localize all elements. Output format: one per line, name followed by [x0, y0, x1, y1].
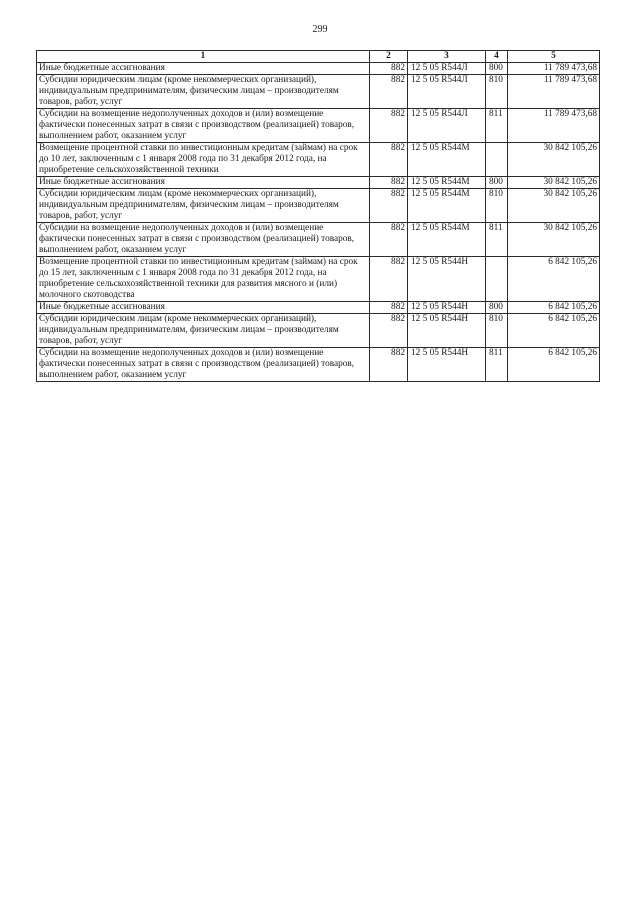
budget-table-body: [37, 51, 600, 382]
table-row: [37, 63, 600, 75]
table-row: [37, 314, 600, 348]
budget-table: [36, 50, 600, 382]
header-cell-3: 3: [408, 51, 486, 63]
cell-target-article: 12 5 05 R544H: [408, 348, 486, 382]
cell-admin-code: 882: [370, 314, 408, 348]
cell-target-article: 12 5 05 R544M: [408, 189, 486, 223]
table-row: [37, 109, 600, 143]
cell-target-article: 12 5 05 R544M: [408, 223, 486, 257]
cell-amount: 30 842 105,26: [508, 177, 600, 189]
cell-name: Возмещение процентной ставки по инвестиционным кредитам (займам) на срок до 10 лет, заключенным с 1 января 2008 года по 31 декабря 2012 года, на приобретение сельскохозяйственной техники: [37, 143, 370, 177]
cell-expense-type: 800: [486, 63, 508, 75]
table-row: [37, 223, 600, 257]
cell-amount: 11 789 473,68: [508, 75, 600, 109]
header-cell-4: 4: [486, 51, 508, 63]
cell-amount: 30 842 105,26: [508, 223, 600, 257]
cell-expense-type: 810: [486, 75, 508, 109]
cell-expense-type: 800: [486, 302, 508, 314]
table-row: [37, 143, 600, 177]
table-row: [37, 189, 600, 223]
cell-expense-type: 810: [486, 189, 508, 223]
header-cell-1: 1: [37, 51, 370, 63]
cell-name: Возмещение процентной ставки по инвестиционным кредитам (займам) на срок до 15 лет, заключенным с 1 января 2008 года по 31 декабря 2012 года, на приобретение сельскохозяйственной техники для развития мясного и (или) молочного скотоводства: [37, 257, 370, 302]
cell-target-article: 12 5 05 R544Л: [408, 75, 486, 109]
cell-name: Иные бюджетные ассигнования: [37, 177, 370, 189]
cell-expense-type: [486, 143, 508, 177]
cell-target-article: 12 5 05 R544M: [408, 177, 486, 189]
cell-amount: 6 842 105,26: [508, 348, 600, 382]
cell-admin-code: 882: [370, 63, 408, 75]
table-row: [37, 348, 600, 382]
cell-amount: 30 842 105,26: [508, 143, 600, 177]
cell-target-article: 12 5 05 R544Л: [408, 63, 486, 75]
cell-admin-code: 882: [370, 177, 408, 189]
header-cell-5: 5: [508, 51, 600, 63]
cell-expense-type: 810: [486, 314, 508, 348]
cell-amount: 6 842 105,26: [508, 257, 600, 302]
cell-admin-code: 882: [370, 143, 408, 177]
cell-expense-type: 800: [486, 177, 508, 189]
cell-name: Субсидии на возмещение недополученных доходов и (или) возмещение фактически понесенных затрат в связи с производством (реализацией) товаров, выполнением работ, оказанием услуг: [37, 348, 370, 382]
cell-expense-type: 811: [486, 223, 508, 257]
cell-admin-code: 882: [370, 189, 408, 223]
cell-admin-code: 882: [370, 109, 408, 143]
cell-name: Субсидии юридическим лицам (кроме некоммерческих организаций), индивидуальным предпринимателям, физическим лицам – производителям товаров, работ, услуг: [37, 314, 370, 348]
cell-name: Иные бюджетные ассигнования: [37, 63, 370, 75]
cell-target-article: 12 5 05 R544H: [408, 257, 486, 302]
table-row: [37, 75, 600, 109]
cell-amount: 11 789 473,68: [508, 63, 600, 75]
cell-name: Субсидии юридическим лицам (кроме некоммерческих организаций), индивидуальным предпринимателям, физическим лицам – производителям товаров, работ, услуг: [37, 75, 370, 109]
cell-amount: 6 842 105,26: [508, 314, 600, 348]
cell-admin-code: 882: [370, 257, 408, 302]
cell-expense-type: [486, 257, 508, 302]
cell-admin-code: 882: [370, 348, 408, 382]
table-row: [37, 177, 600, 189]
page-number: 299: [312, 24, 328, 35]
table-header-row: [37, 51, 600, 63]
cell-name: Субсидии на возмещение недополученных доходов и (или) возмещение фактически понесенных затрат в связи с производством (реализацией) товаров, выполнением работ, оказанием услуг: [37, 223, 370, 257]
cell-name: Субсидии на возмещение недополученных доходов и (или) возмещение фактически понесенных затрат в связи с производством (реализацией) товаров, выполнением работ, оказанием услуг: [37, 109, 370, 143]
cell-admin-code: 882: [370, 223, 408, 257]
cell-admin-code: 882: [370, 302, 408, 314]
cell-target-article: 12 5 05 R544M: [408, 143, 486, 177]
cell-admin-code: 882: [370, 75, 408, 109]
cell-amount: 30 842 105,26: [508, 189, 600, 223]
cell-name: Субсидии юридическим лицам (кроме некоммерческих организаций), индивидуальным предпринимателям, физическим лицам – производителям товаров, работ, услуг: [37, 189, 370, 223]
cell-expense-type: 811: [486, 348, 508, 382]
table-row: [37, 302, 600, 314]
cell-expense-type: 811: [486, 109, 508, 143]
cell-amount: 11 789 473,68: [508, 109, 600, 143]
cell-name: Иные бюджетные ассигнования: [37, 302, 370, 314]
header-cell-2: 2: [370, 51, 408, 63]
cell-amount: 6 842 105,26: [508, 302, 600, 314]
cell-target-article: 12 5 05 R544Л: [408, 109, 486, 143]
cell-target-article: 12 5 05 R544H: [408, 302, 486, 314]
table-row: [37, 257, 600, 302]
cell-target-article: 12 5 05 R544H: [408, 314, 486, 348]
